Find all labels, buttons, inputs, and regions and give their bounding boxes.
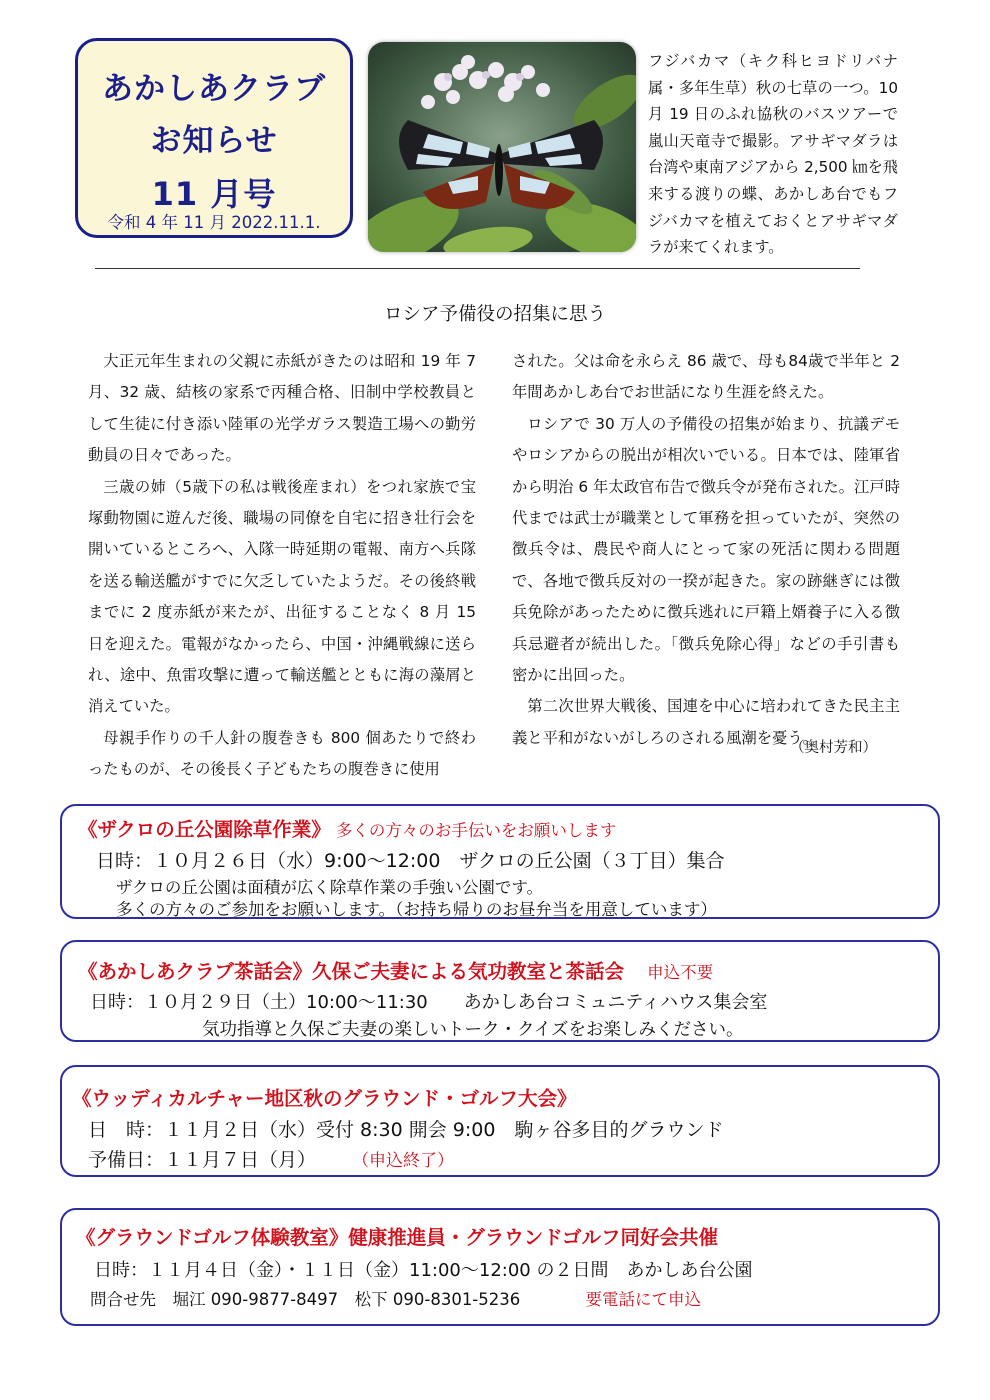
issue-month: 11 月号 bbox=[151, 175, 277, 213]
event-datetime: 日時：１１月４日（金）・１１日（金）11:00～12:00 の２日間 あかしあ台公園 bbox=[94, 1260, 753, 1281]
event-subtitle: 多くの方々のお手伝いをお願いします bbox=[335, 821, 617, 840]
event-title: 《ウッディカルチャー地区秋のグラウンド・ゴルフ大会》 bbox=[72, 1087, 577, 1110]
event-note: 要電話にて申込 bbox=[585, 1290, 702, 1309]
title-box bbox=[75, 38, 353, 238]
event-datetime: 日時：１０月２９日（土）10:00～11:30 あかしあ台コミュニティハウス集会室 bbox=[90, 992, 768, 1013]
event-description: 気功指導と久保ご夫妻の楽しいトーク・クイズをお楽しみください。 bbox=[202, 1020, 744, 1040]
event-contact: 問合せ先 堀江 090-9877-8497 松下 090-8301-5236 bbox=[90, 1290, 521, 1309]
essay-paragraph: 第二次世界大戦後、国連を中心に培われてきた民主主義と平和がないがしろのされる風潮を憂う。 bbox=[512, 697, 900, 747]
event-title: 《ザクロの丘公園除草作業》 bbox=[78, 818, 331, 841]
essay-column-left bbox=[88, 346, 476, 786]
event-description: ザクロの丘公園は面積が広く除草作業の手強い公園です。 bbox=[116, 878, 544, 897]
event-note: （申込終了） bbox=[352, 1151, 455, 1171]
essay-paragraph: された。父は命を永らえ 86 歳で、母も84歳で半年と 2 年間あかしあ台でお世話になり生涯を終えた。 bbox=[512, 352, 900, 402]
issue-date: 令和 4 年 11 月 2022.11.1. bbox=[107, 213, 321, 232]
event-box-ground-golf-tournament bbox=[60, 1065, 940, 1177]
essay-title: ロシア予備役の招集に思う bbox=[383, 304, 606, 325]
event-box-ground-golf-class bbox=[60, 1208, 940, 1326]
event-note: 申込不要 bbox=[647, 963, 714, 982]
event-description: 多くの方々のご参加をお願いします。（お持ち帰りのお昼弁当を用意しています） bbox=[116, 900, 717, 919]
event-datetime: 日 時：１１月２日（水）受付 8:30 開会 9:00 駒ヶ谷多目的グラウンド bbox=[88, 1119, 724, 1141]
event-box-weeding bbox=[60, 804, 940, 919]
essay-author: （奥村芳和） bbox=[790, 740, 877, 756]
essay-paragraph: 大正元年生まれの父親に赤紙がきたのは昭和 19 年 7 月、32 歳、結核の家系で丙種合格、旧制中学校教員として生徒に付き添い陸軍の光学ガラス製造工場への勤労動員の日々であった。 bbox=[88, 352, 476, 465]
photo-caption: フジバカマ（キク科ヒヨドリバナ属・多年生草）秋の七草の一つ。10 月 19 日のふれ協秋のバスツアーで嵐山天竜寺で撮影。アサギマダラは台湾や東南アジアから 2,500 ㎞を飛来する渡りの蝶、あかしあ台でもフジバカマを植えておくとアサギマダラが来てくれます。 bbox=[648, 52, 898, 257]
essay-column-right bbox=[512, 346, 900, 754]
essay-paragraph: 三歳の姉（5歳下の私は戦後産まれ）をつれ家族で宝塚動物園に遊んだ後、職場の同僚を自宅に招き壮行会を開いているところへ、入隊一時延期の電報、南方へ兵隊を送る輸送艦がすでに欠乏していたようだ。その後終戦までに 2 度赤紙が来たが、出征することなく 8 月 15 日を迎えた。電報がなかったら、中国・沖縄戦線に送られ、途中、魚雷攻撃に遭って輸送艦とともに海の藻屑と消えていた。 bbox=[88, 477, 476, 716]
event-title: 《グラウンドゴルフ体験教室》健康推進員・グラウンドゴルフ同好会共催 bbox=[76, 1226, 718, 1249]
butterfly-photo-graphic bbox=[368, 42, 636, 252]
event-datetime: 日時：１０月２６日（水）9:00～12:00 ザクロの丘公園（３丁目）集合 bbox=[96, 850, 725, 872]
event-box-tea-party bbox=[60, 940, 940, 1042]
newsletter-title: あかしあクラブ bbox=[102, 71, 326, 107]
essay-paragraph: ロシアで 30 万人の予備役の招集が始まり、抗議デモやロシアからの脱出が相次いでいる。日本では、陸軍省から明治 6 年太政官布告で徴兵令が発布された。江戸時代までは武士が職業として軍務を担っていたが、突然の徴兵令は、農民や商人にとって家の死活に関わる問題で、各地で徴兵反対の一揆が起きた。家の跡継ぎには徴兵免除があったために徴兵逃れに戸籍上婿養子に入る徴兵忌避者が続出した。「徴兵免除心得」などの手引書も密かに出回った。 bbox=[512, 414, 900, 685]
butterfly-photo bbox=[368, 42, 636, 252]
newsletter-subtitle: お知らせ bbox=[150, 123, 278, 159]
event-reserve-date: 予備日：１１月７日（月） bbox=[88, 1149, 317, 1171]
essay-paragraph: 母親手作りの千人針の腹巻きも 800 個あたりで終わったものが、その後長く子どもたちの腹巻きに使用 bbox=[88, 728, 476, 779]
header-divider bbox=[95, 268, 860, 269]
event-title: 《あかしあクラブ茶話会》久保ご夫妻による気功教室と茶話会 bbox=[78, 960, 625, 983]
